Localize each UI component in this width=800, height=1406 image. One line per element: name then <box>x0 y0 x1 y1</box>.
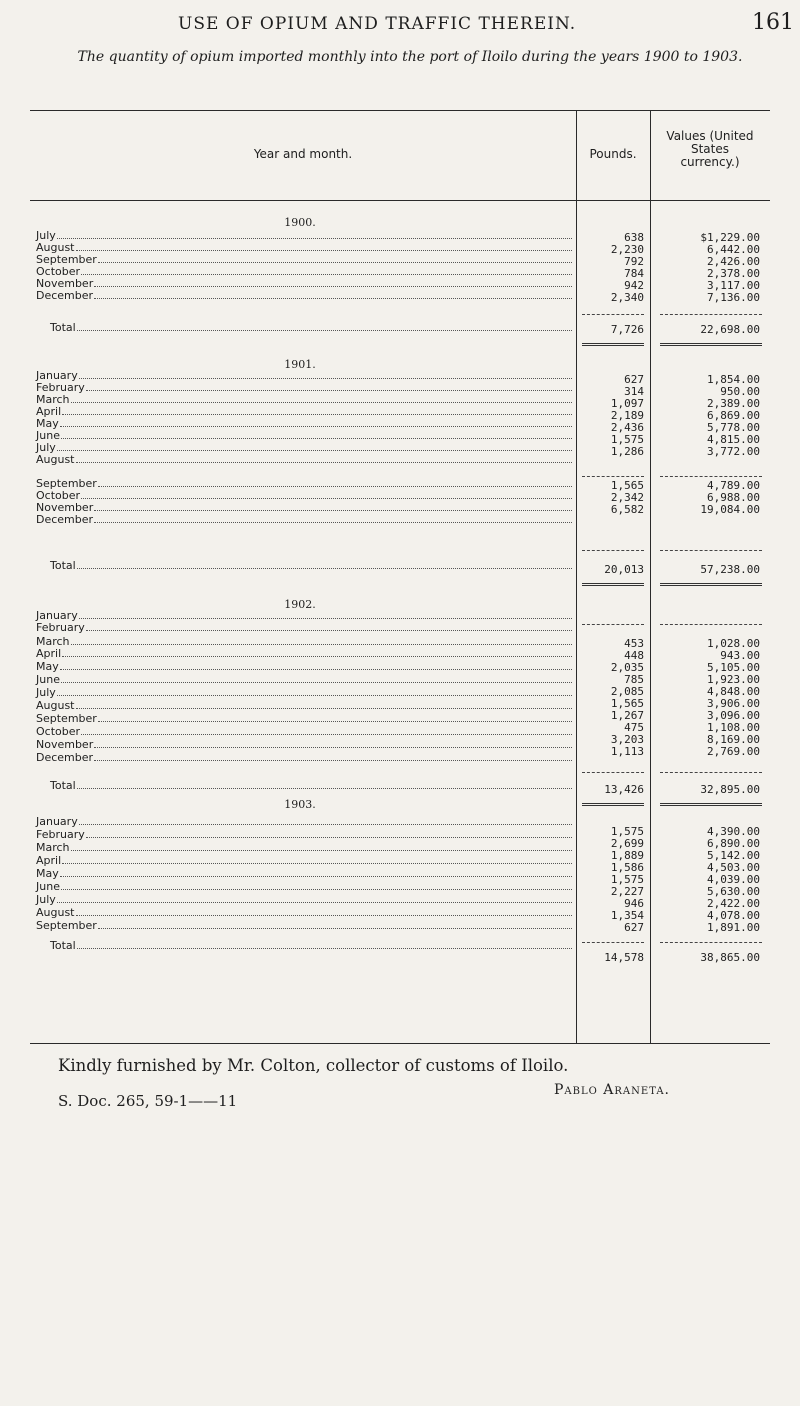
subtotal-rule <box>660 772 762 773</box>
month-row: September <box>36 920 574 932</box>
total-double-rule <box>660 583 762 586</box>
header-rule <box>30 200 770 201</box>
subtotal-rule <box>582 550 644 551</box>
month-row: July <box>36 230 574 242</box>
subtotal-rule <box>660 550 762 551</box>
total-row-1901: Total <box>50 560 574 572</box>
month-row: August <box>36 700 574 712</box>
header-pounds: Pounds. <box>589 147 637 161</box>
total-pounds-1901: 20,013 <box>604 563 644 576</box>
month-row: February <box>36 829 574 841</box>
page-number: 161 <box>752 10 794 35</box>
credit-note: Kindly furnished by Mr. Colton, collector of customs of Iloilo. <box>58 1056 569 1075</box>
total-row-1900: Total <box>50 322 574 334</box>
subtotal-rule <box>660 942 762 943</box>
year-label-1900: 1900. <box>284 216 316 229</box>
month-row: November <box>36 502 574 514</box>
signature: Pablo Araneta. <box>554 1082 670 1098</box>
month-row: August <box>36 242 574 254</box>
opium-import-table <box>30 110 770 1044</box>
month-row: December <box>36 290 574 302</box>
total-pounds-1903: 14,578 <box>604 951 644 964</box>
year-label-1902: 1902. <box>284 598 316 611</box>
month-row: October <box>36 490 574 502</box>
month-row: March <box>36 636 574 648</box>
total-double-rule <box>582 583 644 586</box>
subtotal-rule <box>582 314 644 315</box>
column-divider-2 <box>650 110 651 1044</box>
month-row: July <box>36 442 574 454</box>
total-values-1903: 38,865.00 <box>700 951 760 964</box>
month-row: December <box>36 752 574 764</box>
month-row: August <box>36 454 574 466</box>
month-row: June <box>36 674 574 686</box>
values-1900: $1,229.00 6,442.00 2,426.00 2,378.00 3,117.00 7,136.00 <box>700 231 760 304</box>
mid-rule <box>660 476 762 477</box>
total-double-rule <box>660 343 762 346</box>
month-row: February <box>36 382 574 394</box>
pounds-1901-b: 1,565 2,342 6,582 <box>610 479 644 516</box>
total-pounds-1900: 7,726 <box>610 323 644 336</box>
subtotal-rule <box>660 314 762 315</box>
total-row-1903: Total <box>50 940 574 952</box>
month-row: April <box>36 406 574 418</box>
year-label-1901: 1901. <box>284 358 316 371</box>
total-values-1902: 32,895.00 <box>700 783 760 796</box>
values-1901-a: 1,854.00 950.00 2,389.00 6,869.00 5,778.00 4,815.00 3,772.00 <box>707 373 760 458</box>
column-divider-1 <box>576 110 577 1044</box>
header-values: Values (United States currency.) <box>666 129 754 169</box>
month-row: September <box>36 254 574 266</box>
month-row: May <box>36 868 574 880</box>
month-row: January <box>36 370 574 382</box>
total-double-rule <box>582 803 644 806</box>
month-row: May <box>36 661 574 673</box>
table-caption: The quantity of opium imported monthly into the port of Iloilo during the years 1900 to 1903. <box>77 49 743 65</box>
mid-rule <box>660 624 762 625</box>
total-values-1900: 22,698.00 <box>700 323 760 336</box>
year-label-1903: 1903. <box>284 798 316 811</box>
month-row: April <box>36 855 574 867</box>
month-row: December <box>36 514 574 526</box>
total-values-1901: 57,238.00 <box>700 563 760 576</box>
month-row: April <box>36 648 574 660</box>
document-reference: S. Doc. 265, 59-1——11 <box>58 1092 238 1110</box>
month-row: June <box>36 881 574 893</box>
month-row: July <box>36 894 574 906</box>
month-row: February <box>36 622 574 634</box>
subtotal-rule <box>582 772 644 773</box>
total-double-rule <box>582 343 644 346</box>
month-row: September <box>36 713 574 725</box>
header-year-month: Year and month. <box>253 147 353 161</box>
mid-rule <box>582 624 644 625</box>
month-row: January <box>36 610 574 622</box>
total-double-rule <box>660 803 762 806</box>
month-row: March <box>36 842 574 854</box>
mid-rule <box>582 476 644 477</box>
month-row: June <box>36 430 574 442</box>
month-row: August <box>36 907 574 919</box>
month-row: September <box>36 478 574 490</box>
values-1903: 4,390.00 6,890.00 5,142.00 4,503.00 4,039.00 5,630.00 2,422.00 4,078.00 1,891.00 <box>707 825 760 934</box>
month-row: March <box>36 394 574 406</box>
month-row: October <box>36 266 574 278</box>
table-bottom-rule <box>30 1043 770 1044</box>
total-pounds-1902: 13,426 <box>604 783 644 796</box>
month-row: May <box>36 418 574 430</box>
table-top-rule <box>30 110 770 111</box>
running-title: USE OF OPIUM AND TRAFFIC THEREIN. <box>178 14 577 34</box>
total-row-1902: Total <box>50 780 574 792</box>
month-row: January <box>36 816 574 828</box>
values-1902: 1,028.00 943.00 5,105.00 1,923.00 4,848.00 3,906.00 3,096.00 1,108.00 8,169.00 2,769.00 <box>707 637 760 758</box>
pounds-1901-a: 627 314 1,097 2,189 2,436 1,575 1,286 <box>610 373 644 458</box>
pounds-1903: 1,575 2,699 1,889 1,586 1,575 2,227 946 1,354 627 <box>610 825 644 934</box>
month-row: October <box>36 726 574 738</box>
subtotal-rule <box>582 942 644 943</box>
values-1901-b: 4,789.00 6,988.00 19,084.00 <box>700 479 760 516</box>
pounds-1902: 453 448 2,035 785 2,085 1,565 1,267 475 3,203 1,113 <box>610 637 644 758</box>
month-row: November <box>36 278 574 290</box>
month-row: July <box>36 687 574 699</box>
month-row: November <box>36 739 574 751</box>
pounds-1900: 638 2,230 792 784 942 2,340 <box>610 231 644 304</box>
page-header <box>0 10 800 40</box>
